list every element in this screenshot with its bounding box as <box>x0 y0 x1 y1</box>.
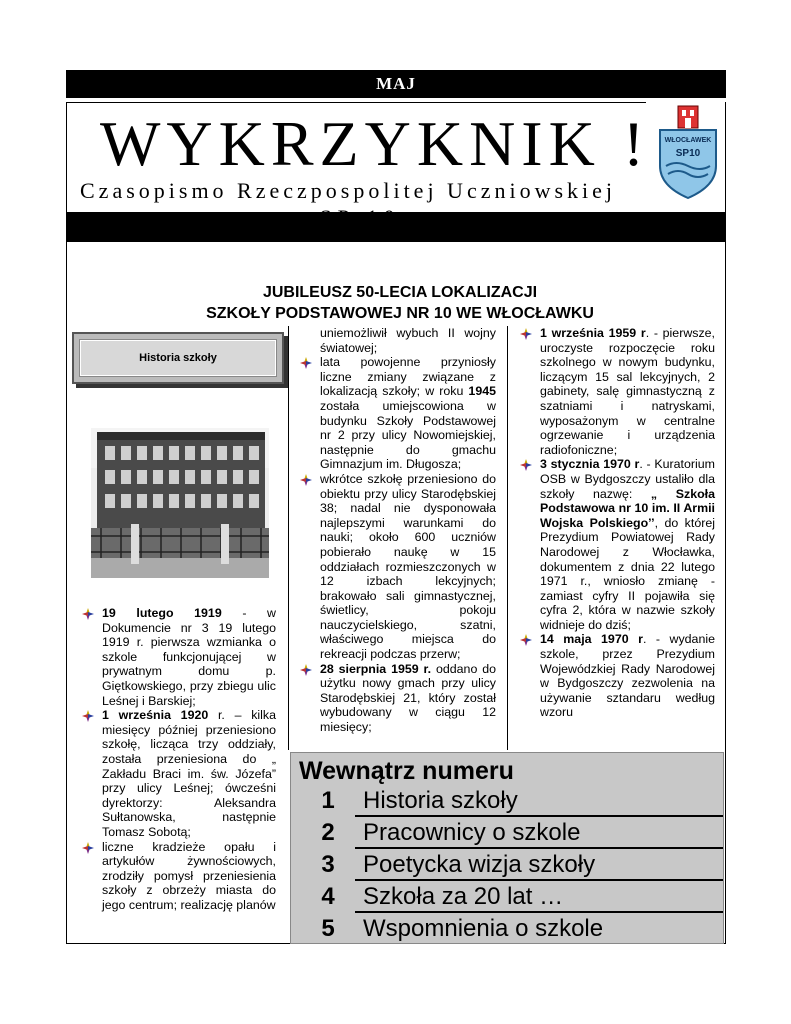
item-text: oddano do użytku nowy gmach przy ulicy Starodębskiej 21, który został wybudowany w ciągu 12 miesięcy; <box>320 661 497 735</box>
toc-item-3[interactable] <box>291 849 725 881</box>
toc-number: 4 <box>321 883 335 910</box>
bullet-icon <box>520 634 532 646</box>
item-text: liczne kradzieże opału i artykułów żywnościowych, zrodziły pomysł przeniesienia szkoły z obrzeży miasta do jego centrum; realizację planów <box>102 839 276 912</box>
section-label: Historia szkoły <box>80 340 276 376</box>
subtitle-cut-text <box>80 204 640 212</box>
continued-text: uniemożliwił wybuch II wojny światowej; <box>320 326 496 355</box>
school-name: „ Szkoła Podstawowa nr 10 im. II Armii Wojska Polskiego’’ <box>540 486 715 530</box>
toc-item-5[interactable] <box>291 913 725 945</box>
toc-label: Historia szkoły <box>355 785 723 817</box>
section-label-box <box>72 332 284 384</box>
toc-item-4[interactable] <box>291 881 725 913</box>
column-divider-1 <box>288 326 289 750</box>
list-item <box>518 632 715 720</box>
article-headline <box>150 282 650 324</box>
list-item <box>298 355 496 472</box>
item-date: 19 lutego 1919 <box>102 606 222 620</box>
item-text: r. – kilka miesięcy później przeniesiono szkołę, licząca trzy oddziały, została przeniesiona do „ Zakładu Braci im. św. Józefa” przy ulicy Leśnej; ówcześni dyrektorzy: Aleksandra Sułtanowska, następnie Tomasz Sobotą; <box>102 708 276 839</box>
toc-label: Szkoła za 20 lat … <box>355 881 723 913</box>
toc-title: Wewnątrz numeru <box>299 757 514 785</box>
article-column-3 <box>518 326 715 750</box>
school-building-photo <box>91 428 269 578</box>
newspaper-subtitle: Czasopismo Rzeczpospolitej Uczniowskiej <box>80 178 617 203</box>
item-date: 1 września 1959 r <box>540 326 646 340</box>
list-item <box>298 662 496 735</box>
toc-number: 1 <box>321 787 335 814</box>
toc-item-2[interactable] <box>291 817 725 849</box>
bullet-icon <box>520 459 532 471</box>
item-text: . - pierwsze, uroczyste rozpoczęcie roku szkolnego w nowym budynku, liczącym 15 sal lekcyjnych, 2 gabinety, salę gimnastyczną z szatniami i natryskami, wyposażonym w centralne ogrzewanie i urządzenia radiofoniczne; <box>540 326 715 457</box>
toc-number: 2 <box>321 819 335 846</box>
bullet-icon <box>300 357 312 369</box>
toc-label: Wspomnienia o szkole <box>363 915 604 942</box>
bullet-icon <box>82 608 94 620</box>
headline-line-1: JUBILEUSZ 50-LECIA LOKALIZACJI <box>262 284 538 301</box>
toc-label: Poetycka wizja szkoły <box>355 849 723 881</box>
item-date: 1 września 1920 <box>102 708 209 723</box>
item-text: . - wydanie szkole, przez Prezydium Wojewódzkiej Rady Narodowej w Bydgoszczy zezwolenia na używanie sztandaru według wzoru <box>540 632 715 720</box>
column-divider-2 <box>507 326 508 750</box>
item-text: - w Dokumencie nr 3 19 lutego 1919 r. pierwsza wzmianka o szkole funkcjonującej w prywatnym domu p. Giętkowskiego, przy zbiegu ulic Leśnej i Barskiej; <box>102 606 276 708</box>
toc-number: 5 <box>321 915 335 942</box>
list-item <box>518 457 715 632</box>
item-date: 3 stycznia 1970 r <box>540 457 640 472</box>
black-band <box>66 212 726 242</box>
bullet-icon <box>82 710 94 722</box>
item-date: 14 maja 1970 r <box>540 632 643 647</box>
bullet-icon <box>300 474 312 486</box>
item-text: . - Kuratorium OSB w Bydgoszczy ustaliło dla szkoły nazwę: <box>540 457 715 501</box>
bullet-icon <box>520 328 532 340</box>
headline-line-2: SZKOŁY PODSTAWOWEJ NR 10 WE WŁOCŁAWKU <box>206 305 594 322</box>
logo-text-top: WŁOCŁAWEK <box>664 137 712 144</box>
list-item <box>80 840 276 913</box>
item-year: 1945 <box>468 384 496 399</box>
item-text: , do której Prezydium Powiatowej Rady Narodowej z Włocławka, dokumentem z dnia 22 lutego 1971 r., wniosło zmianę - zamiast cyfry II pojawiła się cyfra 2, która w nazwie szkoły widnieje do dziś; <box>540 515 715 632</box>
item-text: lata powojenne przyniosły liczne zmiany związane z lokalizacją szkoły; w roku <box>320 355 496 399</box>
article-column-2 <box>298 326 496 740</box>
bullet-icon <box>82 842 94 854</box>
item-date: 28 sierpnia 1959 r. <box>320 661 432 676</box>
table-of-contents <box>290 752 724 944</box>
list-item <box>518 326 715 457</box>
list-item <box>80 606 276 708</box>
list-item <box>80 708 276 839</box>
logo-text-bottom: SP10 <box>675 148 701 159</box>
toc-number: 3 <box>321 851 335 878</box>
month-bar: MAJ <box>66 70 726 98</box>
school-logo-icon <box>656 104 720 200</box>
newspaper-title: WYKRZYKNIK ! <box>100 108 651 179</box>
article-column-1 <box>80 606 276 936</box>
item-text: wkrótce szkołę przeniesiono do obiektu przy ulicy Starodębskiej 38; nadal nie dysponowała najlepszymi warunkami do nauki; około 600 uczniów pobierało naukę w 15 oddziałach rozmieszczonych w 12 izbach lekcyjnych; brakowało sali gimnastycznej, świetlicy, pokoju nauczycielskiego, szatni, właściwego miejsca do rekreacji podczas przerw; <box>320 471 496 662</box>
toc-item-1[interactable] <box>291 785 725 817</box>
toc-label: Pracownicy o szkole <box>355 817 723 849</box>
bullet-icon <box>300 664 312 676</box>
list-item <box>298 472 496 662</box>
item-text: została umiejscowiona w budynku Szkoły Podstawowej nr 2 przy ulicy Nowomiejskiej, następnie do gmachu Gimnazjum im. Długosza; <box>320 398 496 472</box>
